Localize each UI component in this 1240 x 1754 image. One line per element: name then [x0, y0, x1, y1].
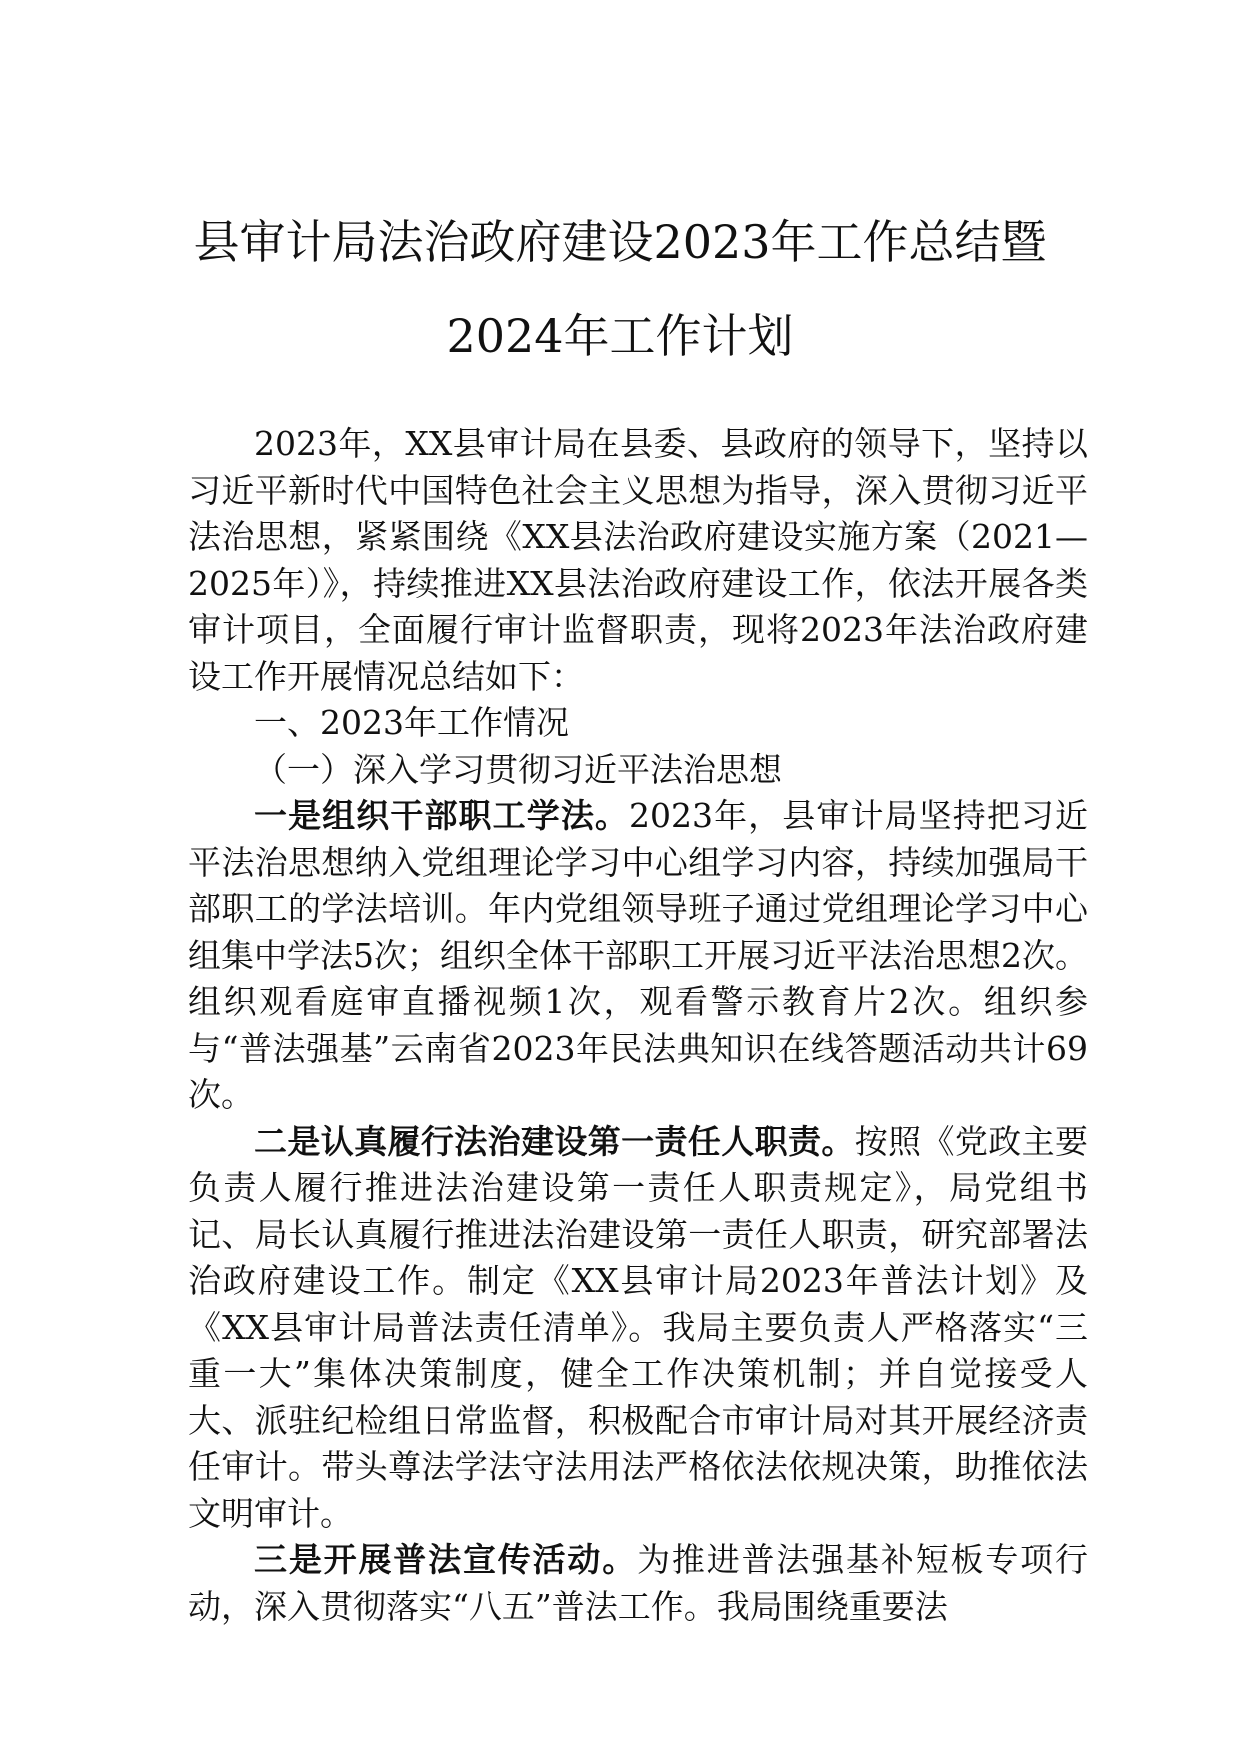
item-text-2: 按照《党政主要负责人履行推进法治建设第一责任人职责规定》，局党组书记、局长认真履行推进法治建设第一责任人职责，研究部署法治政府建设工作。制定《XX县审计局2023年普法计划》及《XX县审计局普法责任清单》。我局主要负责人严格落实“三重一大”集体决策制度，健全工作决策机制；并自觉接受人大、派驻纪检组日常监督，积极配合市审计局对其开展经济责任审计。带头尊法学法守法用法严格依法依规决策，助推依法文明审计。: [188, 1121, 1088, 1533]
item-paragraph-2: [188, 1119, 1088, 1538]
subsection-heading: （一）深入学习贯彻习近平法治思想: [254, 749, 782, 789]
document-title-line-2: 2024年工作计划: [446, 309, 794, 363]
item-lead-2: 二是认真履行法治建设第一责任人职责。: [254, 1121, 855, 1161]
item-lead-1: 一是组织干部职工学法。: [254, 796, 630, 835]
document-body: [188, 421, 1088, 1630]
item-paragraph-1: [188, 793, 1088, 1119]
item-text-1: 2023年，县审计局坚持把习近平法治思想纳入党组理论学习中心组学习内容，持续加强局干部职工的学法培训。年内党组领导班子通过党组理论学习中心组集中学法5次；组织全体干部职工开展习近平法治思想2次。组织观看庭审直播视频1次，观看警示教育片2次。组织参与“普法强基”云南省2023年民法典知识在线答题活动共计69次。: [188, 796, 1089, 1114]
item-lead-3: 三是开展普法宣传活动。: [254, 1540, 638, 1579]
document-title-line-1: 县审计局法治政府建设2023年工作总结暨: [193, 215, 1047, 269]
section-heading: 一、2023年工作情况: [254, 703, 569, 742]
item-paragraph-3: [188, 1537, 1088, 1630]
intro-paragraph: 2023年，XX县审计局在县委、县政府的领导下，坚持以习近平新时代中国特色社会主义思想为指导，深入贯彻习近平法治思想，紧紧围绕《XX县法治政府建设实施方案（2021—2025年）》，持续推进XX县法治政府建设工作，依法开展各类审计项目，全面履行审计监督职责，现将2023年法治政府建设工作开展情况总结如下：: [188, 424, 1088, 696]
item-text-3: 为推进普法强基补短板专项行动，深入贯彻落实“八五”普法工作。我局围绕重要法: [188, 1540, 1089, 1626]
